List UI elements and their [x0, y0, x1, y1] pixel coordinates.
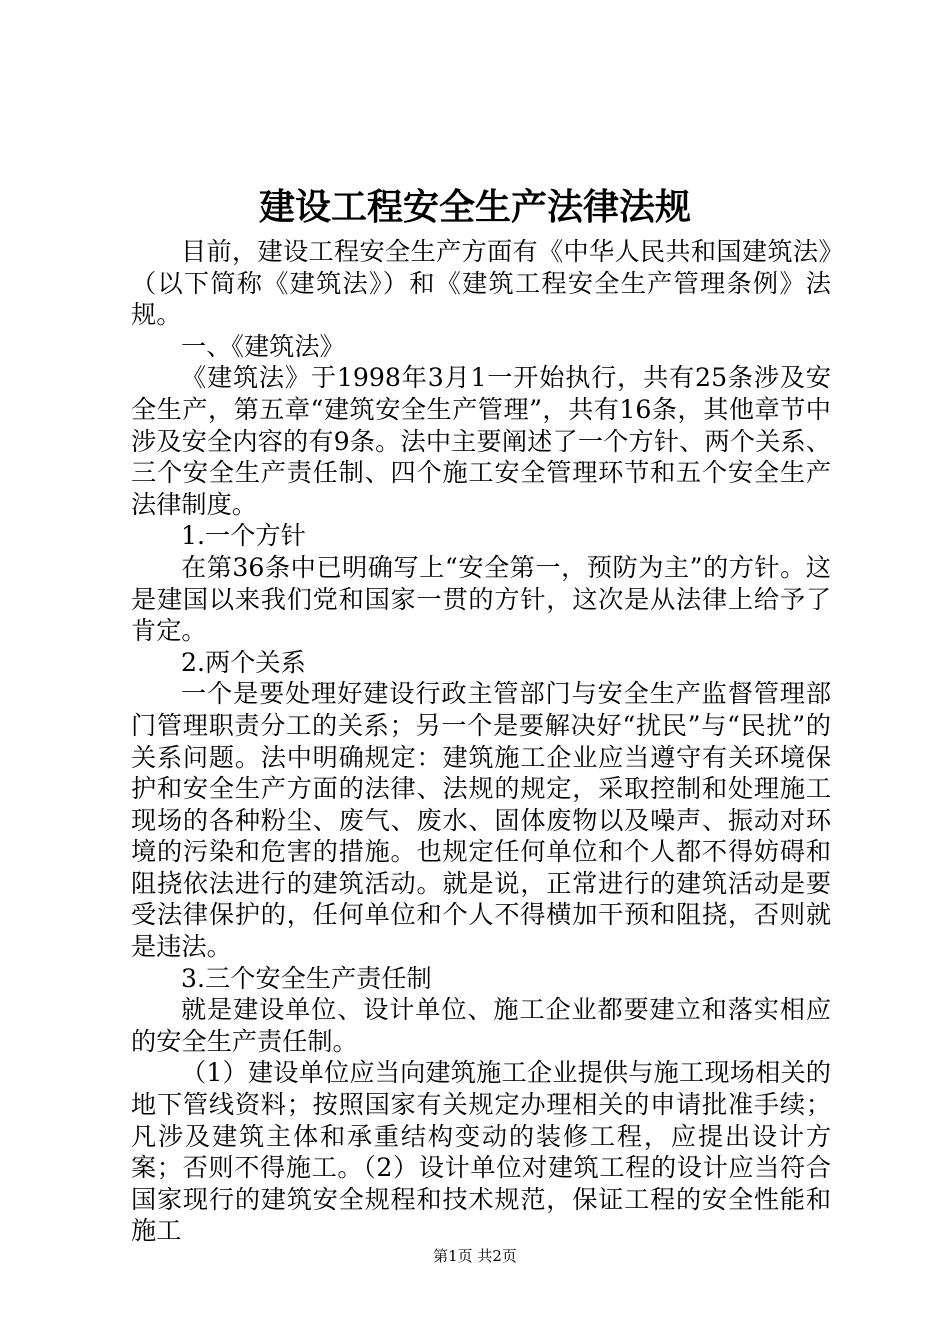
- paragraph-intro: 目前，建设工程安全生产方面有《中华人民共和国建筑法》（以下简称《建筑法》）和《建筑工程安全生产管理条例》法规。: [131, 237, 831, 330]
- document-title: 建设工程安全生产法律法规: [258, 187, 691, 228]
- subheading-three-responsibility: 3.三个安全生产责任制: [181, 963, 432, 993]
- subheading-two-relations: 2.两个关系: [181, 647, 306, 677]
- paragraph-responsibility-details: （1）建设单位应当向建筑施工企业提供与施工现场相关的地下管线资料；按照国家有关规定办理相关的申请批准手续；凡涉及建筑主体和承重结构变动的装修工程，应提出设计方案；否则不得施工。（2）设计单位对建筑工程的设计应当符合国家现行的建筑安全规程和技术规范，保证工程的安全性能和施工: [131, 1058, 831, 1246]
- paragraph-one-policy: 在第36条中已明确写上“安全第一，预防为主”的方针。这是建国以来我们党和国家一贯的方针，这次是从法律上给予了肯定。: [131, 552, 831, 646]
- paragraph-three-responsibility: 就是建设单位、设计单位、施工企业都要建立和落实相应的安全生产责任制。: [131, 995, 831, 1056]
- document-body: [131, 236, 831, 1247]
- section-heading-construction-law: 一、《建筑法》: [181, 331, 345, 361]
- subheading-one-policy: 1.一个方针: [181, 521, 306, 551]
- page-footer: 第1页 共2页: [433, 1247, 517, 1265]
- paragraph-two-relations: 一个是要处理好建设行政主管部门与安全生产监督管理部门管理职责分工的关系；另一个是要解决好“扰民”与“民扰”的关系问题。法中明确规定：建筑施工企业应当遵守有关环境保护和安全生产方面的法律、法规的规定，采取控制和处理施工现场的各种粉尘、废气、废水、固体废物以及噪声、振动对环境的污染和危害的措施。也规定任何单位和个人都不得妨碍和阻挠依法进行的建筑活动。就是说，正常进行的建筑活动是要受法律保护的，任何单位和个人不得横加干预和阻挠，否则就是违法。: [131, 679, 831, 962]
- paragraph-construction-law: 《建筑法》于1998年3月1一开始执行，共有25条涉及安全生产，第五章“建筑安全生产管理”，共有16条，其他章节中涉及安全内容的有9条。法中主要阐述了一个方针、两个关系、三个安全生产责任制、四个施工安全管理环节和五个安全生产法律制度。: [131, 363, 831, 519]
